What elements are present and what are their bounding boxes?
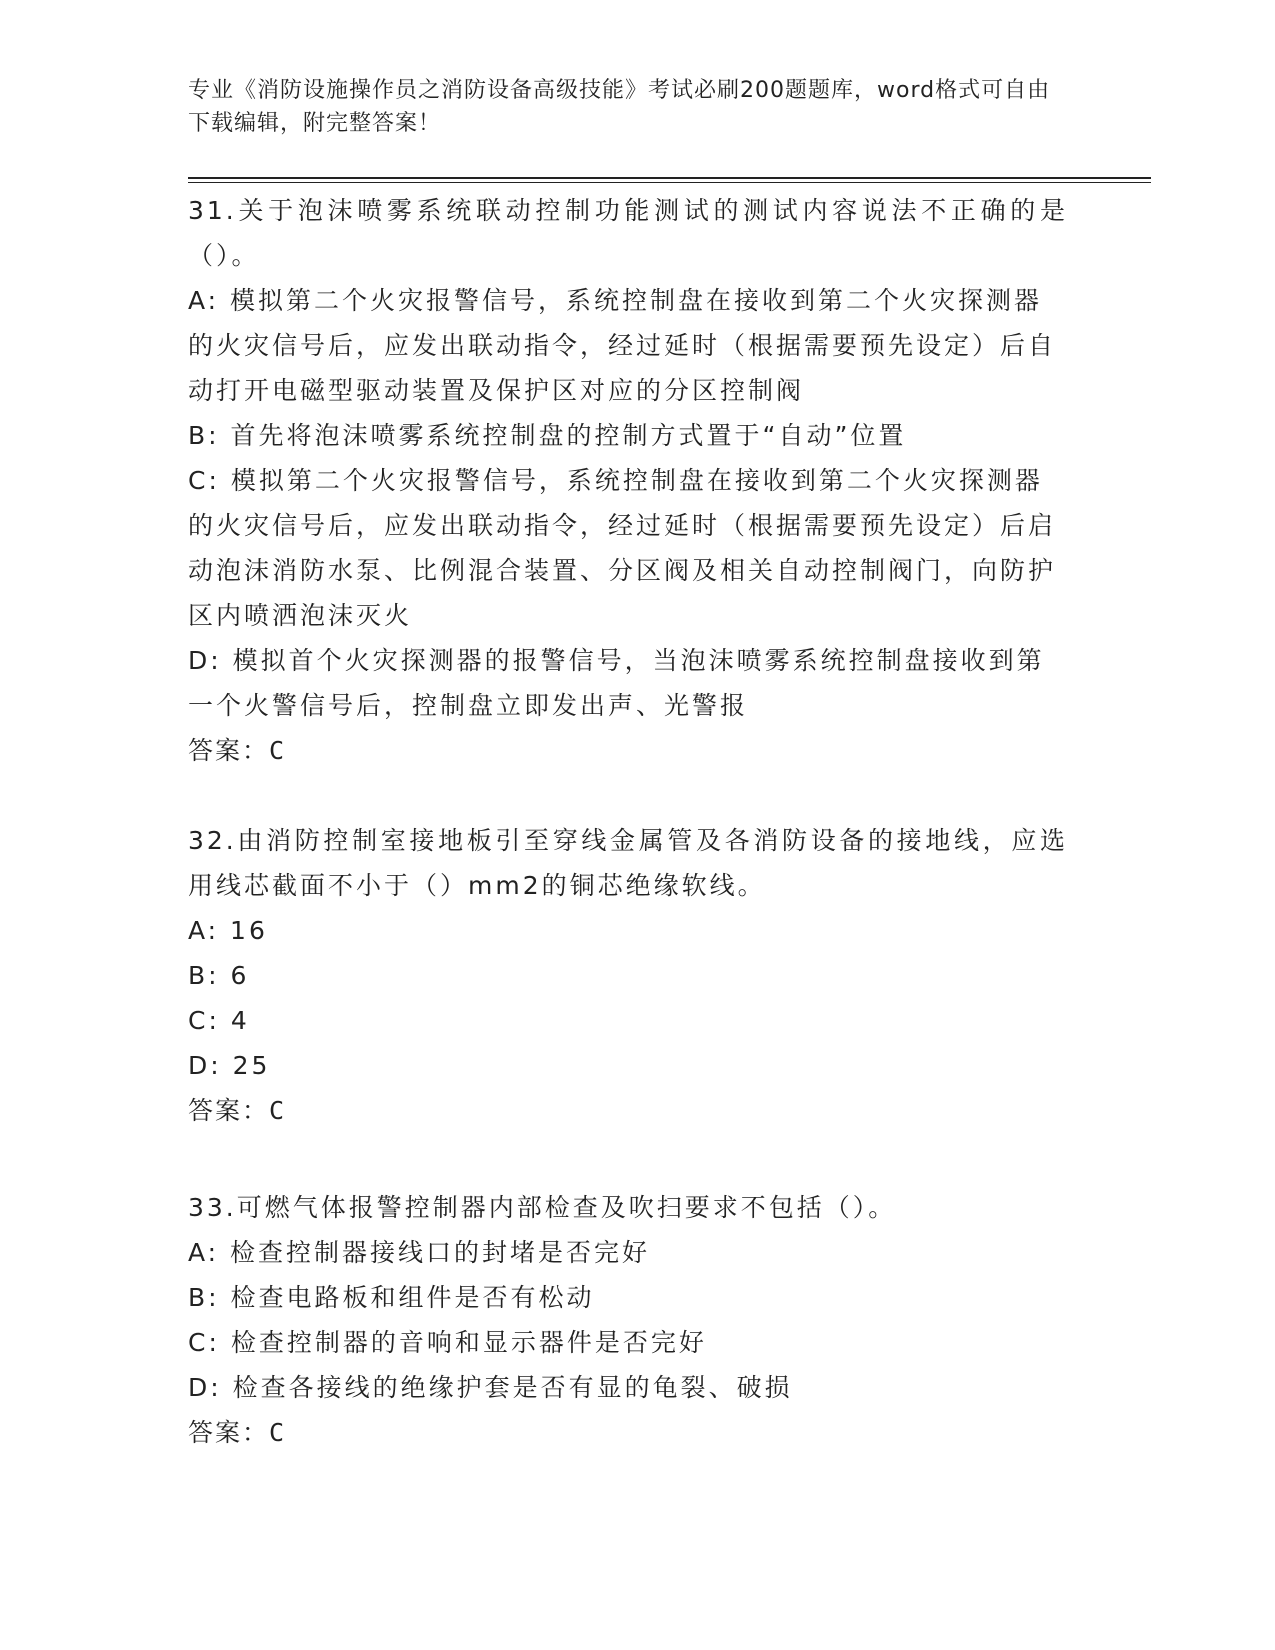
option-c: C: 模拟第二个火灾报警信号，系统控制盘在接收到第二个火灾探测器的火灾信号后，应发出联动指令，经过延时（根据需要预先设定）后启动泡沫消防水泵、比例混合装置、分区阀及相关自动控制阀门，向防护区内喷洒泡沫灭火 <box>188 466 1057 630</box>
answer-label: 答案： <box>188 736 270 765</box>
answer-line <box>188 1410 1068 1455</box>
document-header <box>188 74 1068 140</box>
answer-label: 答案： <box>188 1096 270 1125</box>
option-c: C: 检查控制器的音响和显示器件是否完好 <box>188 1328 707 1357</box>
header-divider-thick <box>188 177 1151 179</box>
option-d: D: 模拟首个火灾探测器的报警信号，当泡沫喷雾系统控制盘接收到第一个火警信号后，控制盘立即发出声、光警报 <box>188 646 1045 720</box>
header-divider-thin <box>188 182 1151 183</box>
answer-label: 答案： <box>188 1418 270 1447</box>
option-d: D: 25 <box>188 1051 271 1080</box>
answer-value: C <box>269 736 287 765</box>
option-b: B: 检查电路板和组件是否有松动 <box>188 1283 595 1312</box>
answer-line <box>188 1088 1068 1133</box>
question-stem: 32.由消防控制室接地板引至穿线金属管及各消防设备的接地线，应选用线芯截面不小于（）mm2的铜芯绝缘软线。 <box>188 826 1068 900</box>
answer-line <box>188 728 1068 773</box>
option-b: B: 6 <box>188 961 250 990</box>
answer-value: C <box>269 1418 287 1447</box>
header-intro: 专业《消防设施操作员之消防设备高级技能》考试必刷200题题库，word格式可自由下载编辑，附完整答案！ <box>188 78 1051 136</box>
option-a: A: 16 <box>188 916 268 945</box>
option-a: A: 检查控制器接线口的封堵是否完好 <box>188 1238 651 1267</box>
question-stem: 33.可燃气体报警控制器内部检查及吹扫要求不包括（）。 <box>188 1193 897 1222</box>
question-32 <box>188 818 1068 1133</box>
option-d: D: 检查各接线的绝缘护套是否有显的龟裂、破损 <box>188 1373 793 1402</box>
option-b: B: 首先将泡沫喷雾系统控制盘的控制方式置于“自动”位置 <box>188 421 907 450</box>
question-31 <box>188 188 1068 773</box>
option-a: A: 模拟第二个火灾报警信号，系统控制盘在接收到第二个火灾探测器的火灾信号后，应发出联动指令，经过延时（根据需要预先设定）后自动打开电磁型驱动装置及保护区对应的分区控制阀 <box>188 286 1057 405</box>
question-stem: 31.关于泡沫喷雾系统联动控制功能测试的测试内容说法不正确的是（）。 <box>188 196 1068 270</box>
answer-value: C <box>269 1096 287 1125</box>
option-c: C: 4 <box>188 1006 250 1035</box>
question-33 <box>188 1185 1068 1455</box>
